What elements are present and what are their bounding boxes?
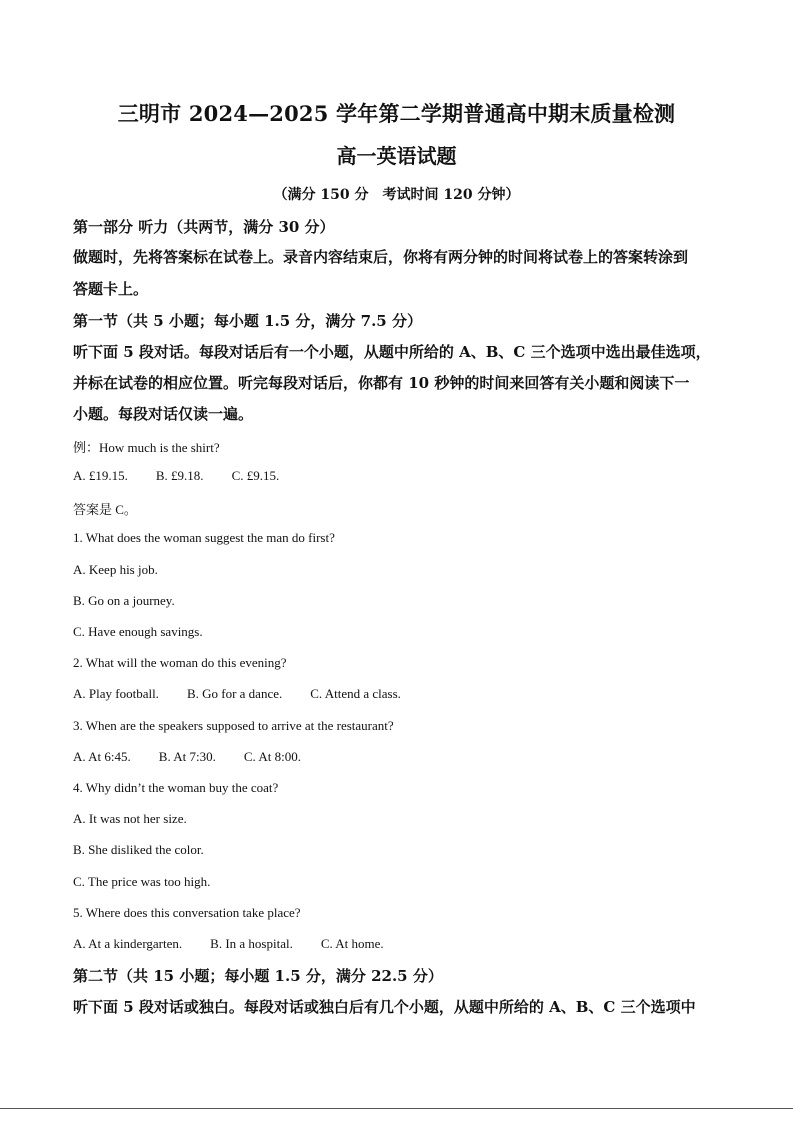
question-3-option-b: B. At 7:30.	[158, 749, 216, 764]
exam-note: （满分 150 分 考试时间 120 分钟）	[273, 187, 520, 203]
question-3-options	[73, 749, 733, 765]
question-2-stem: 2. What will the woman do this evening?	[73, 655, 287, 670]
question-5-stem: 5. Where does this conversation take place?	[73, 905, 301, 920]
example-options	[73, 468, 733, 484]
part1-heading: 第一部分 听力（共两节，满分 30 分）	[73, 218, 335, 236]
question-1-option-c: C. Have enough savings.	[73, 624, 203, 639]
question-5-option-b: B. In a hospital.	[210, 936, 293, 951]
question-2-options	[73, 686, 733, 702]
question-1-option-a: A. Keep his job.	[73, 562, 158, 577]
example-question: 例：How much is the shirt?	[73, 440, 220, 455]
question-5-option-c: C. At home.	[320, 936, 384, 951]
exam-subtitle: 高一英语试题	[336, 144, 457, 168]
example-option-c: C. £9.15.	[231, 468, 280, 483]
example-option-a: A. £19.15.	[73, 468, 128, 483]
question-4-option-c: C. The price was too high.	[73, 874, 211, 889]
part1-instruction-line-2: 答题卡上。	[73, 280, 149, 298]
question-3-stem: 3. When are the speakers supposed to arrive at the restaurant?	[73, 718, 394, 733]
question-4-option-b: B. She disliked the color.	[73, 842, 204, 857]
question-3-option-a: A. At 6:45.	[73, 749, 131, 764]
question-3-option-c: C. At 8:00.	[243, 749, 301, 764]
section1-instruction-line-3: 小题。每段对话仅读一遍。	[73, 405, 254, 423]
exam-title: 三明市 2024—2025 学年第二学期普通高中期末质量检测	[117, 101, 676, 126]
question-5-options	[73, 936, 733, 952]
section2-instruction-line-1: 听下面 5 段对话或独白。每段对话或独白后有几个小题，从题中所给的 A、B、C 三个选项中	[73, 998, 696, 1016]
question-1-option-b: B. Go on a journey.	[73, 593, 175, 608]
page-bottom-divider	[0, 1108, 793, 1109]
question-4-stem: 4. Why didn’t the woman buy the coat?	[73, 780, 279, 795]
question-2-option-c: C. Attend a class.	[310, 686, 401, 701]
example-option-b: B. £9.18.	[155, 468, 204, 483]
section1-heading: 第一节（共 5 小题；每小题 1.5 分，满分 7.5 分）	[73, 312, 422, 330]
part1-instruction-line-1: 做题时，先将答案标在试卷上。录音内容结束后，你将有两分钟的时间将试卷上的答案转涂到	[73, 248, 689, 266]
question-1-stem: 1. What does the woman suggest the man do first?	[73, 530, 335, 545]
section1-instruction-line-1: 听下面 5 段对话。每段对话后有一个小题，从题中所给的 A、B、C 三个选项中选出最佳选项，	[73, 343, 711, 361]
question-2-option-a: A. Play football.	[73, 686, 159, 701]
question-2-option-b: B. Go for a dance.	[186, 686, 283, 701]
question-4-option-a: A. It was not her size.	[73, 811, 187, 826]
example-answer: 答案是 C。	[73, 502, 137, 517]
question-5-option-a: A. At a kindergarten.	[73, 936, 183, 951]
section2-heading: 第二节（共 15 小题；每小题 1.5 分，满分 22.5 分）	[73, 967, 443, 985]
section1-instruction-line-2: 并标在试卷的相应位置。听完每段对话后，你都有 10 秒钟的时间来回答有关小题和阅读下一	[73, 374, 690, 392]
